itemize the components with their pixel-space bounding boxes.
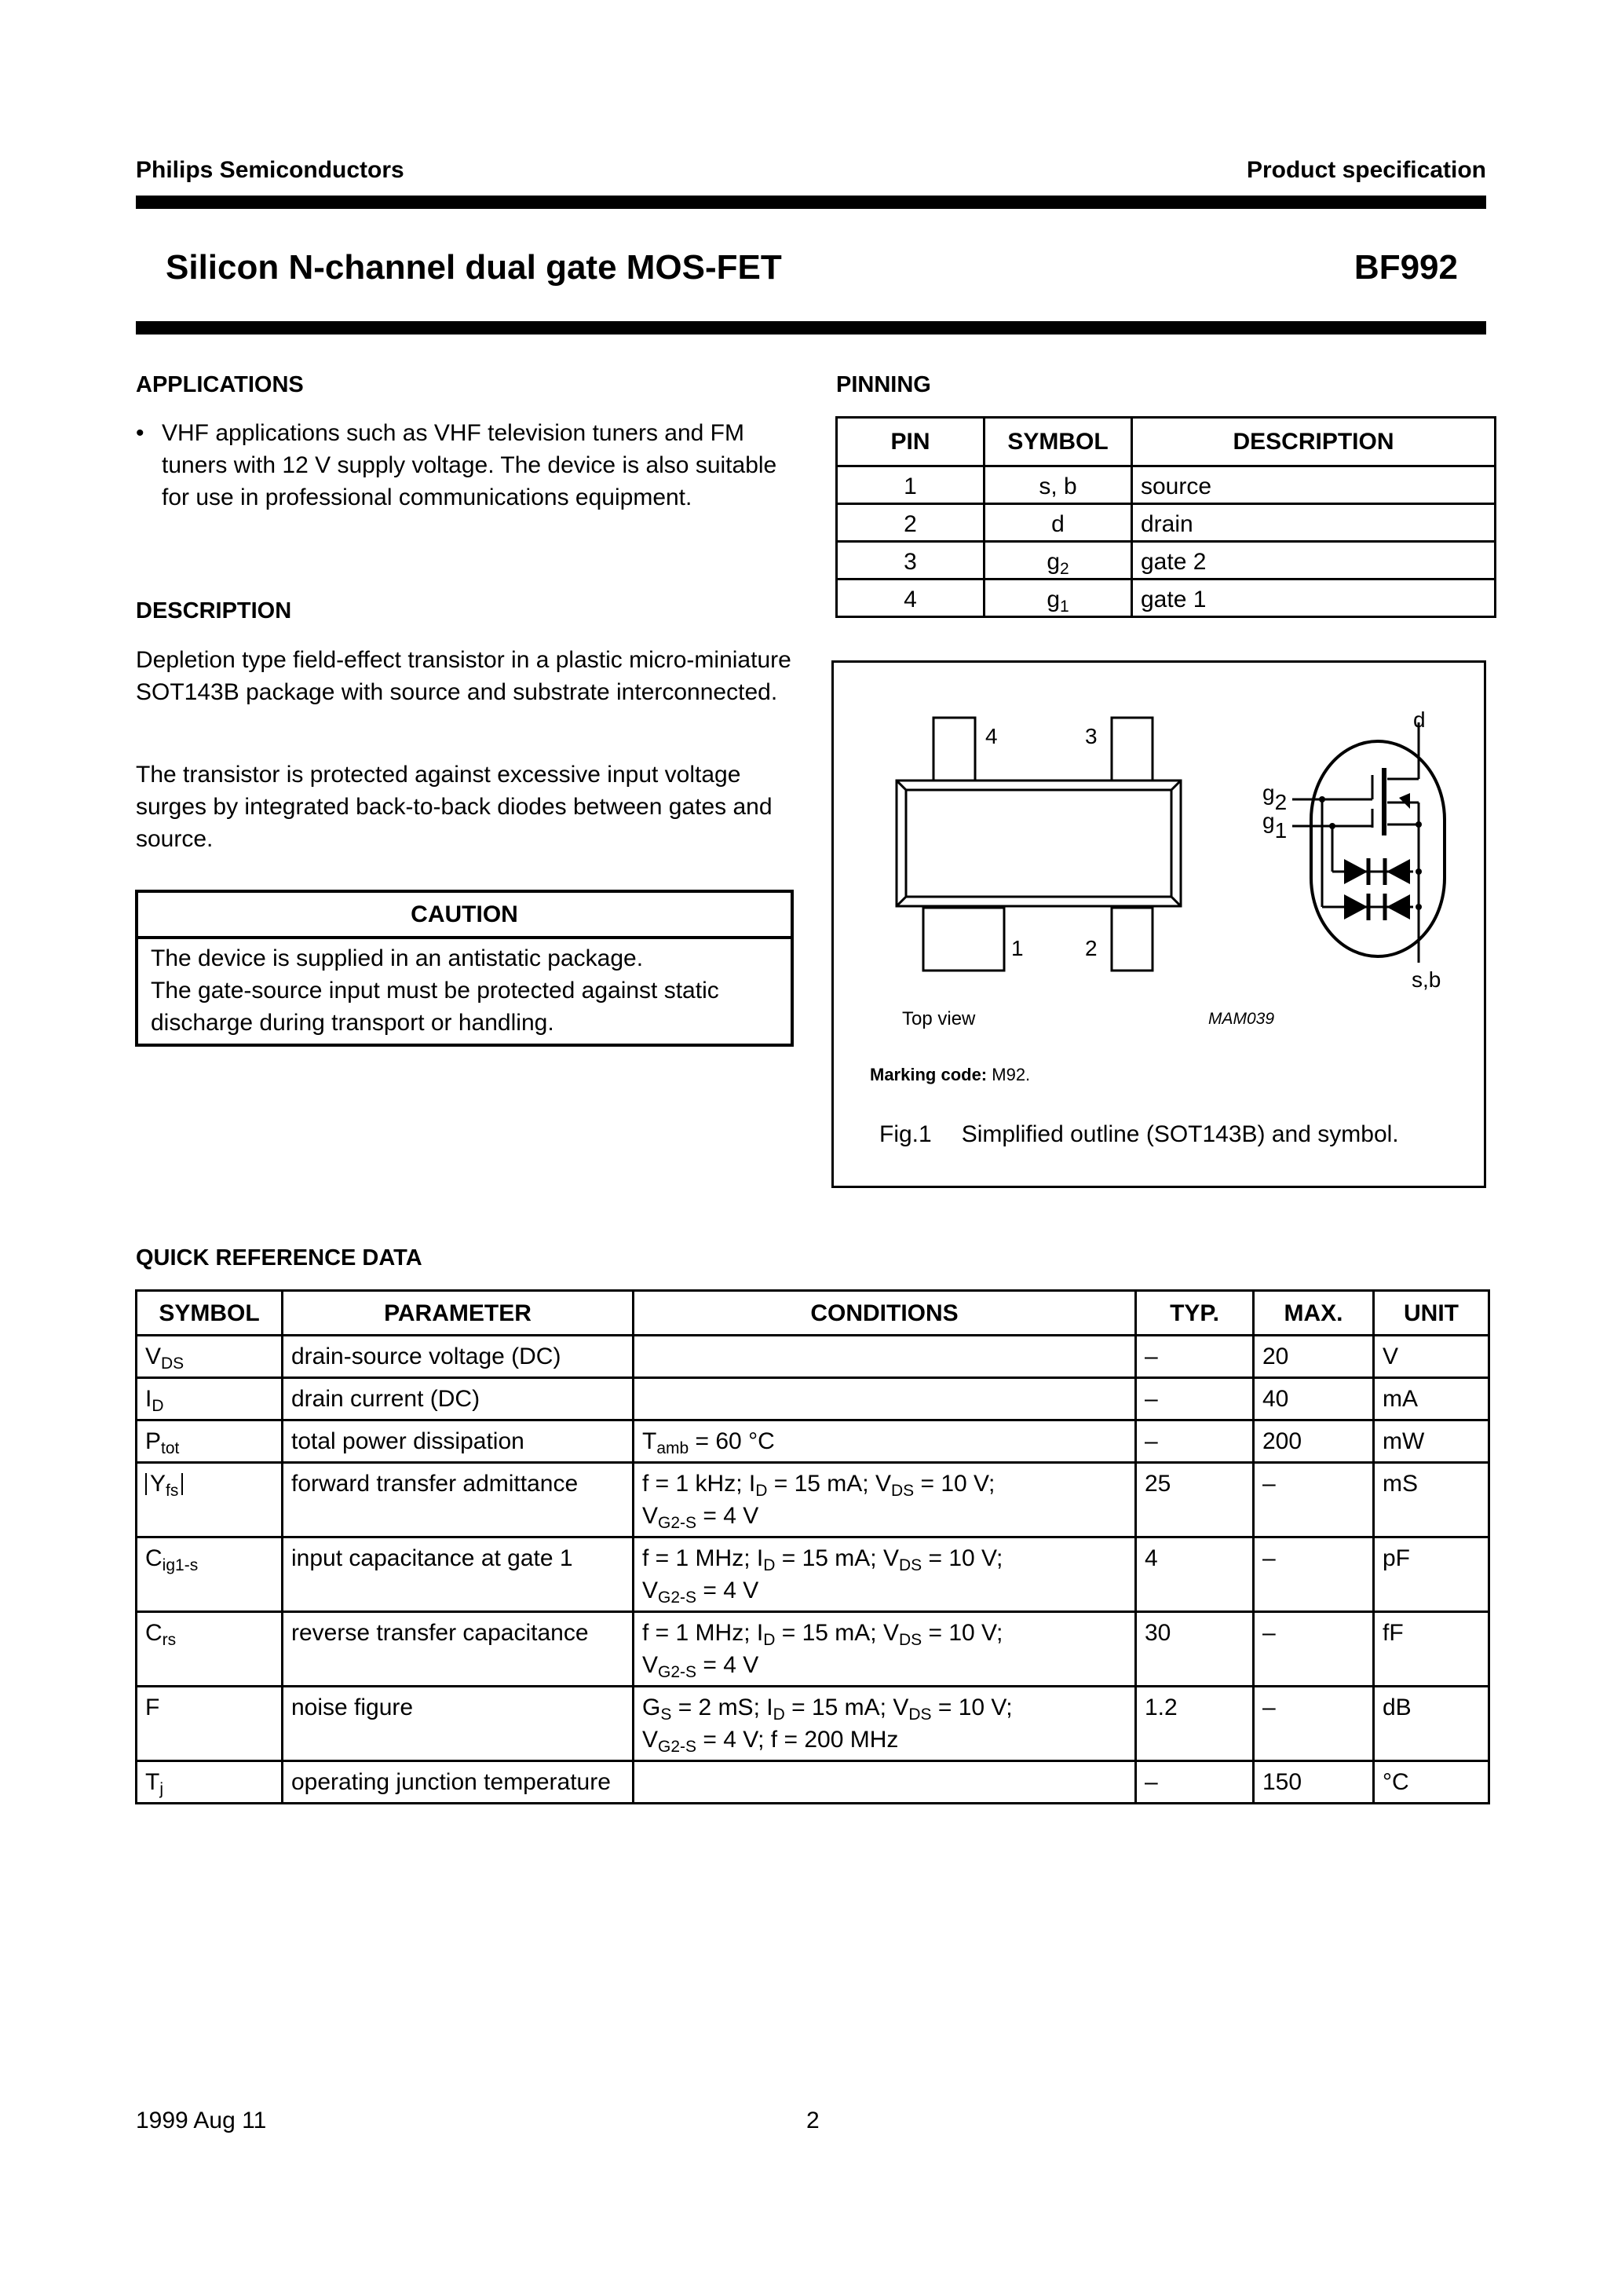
caution-text [138, 939, 791, 1042]
cond-text: V [642, 1652, 659, 1678]
symbol-cell [137, 1420, 283, 1463]
applications-list [136, 417, 795, 514]
pin-description: source [1132, 466, 1496, 504]
symbol-subscript: j [159, 1780, 163, 1798]
pin-label-3: 3 [1085, 724, 1098, 748]
footer-date: 1999 Aug 11 [136, 2108, 267, 2133]
symbol-base: I [145, 1386, 152, 1412]
cond-text: f = 1 MHz; I [642, 1620, 764, 1646]
unit-cell: V [1374, 1336, 1489, 1378]
unit-cell: mW [1374, 1420, 1489, 1463]
pin-label-2: 2 [1085, 936, 1098, 960]
description-paragraph-2: The transistor is protected against excessive input voltage surges by integrated back-to-back diodes between gates and source. [136, 762, 773, 852]
cond-text: = 2 mS; I [671, 1695, 773, 1720]
table-header-row [137, 1291, 1489, 1336]
cond-text: = 4 V; f = 200 MHz [696, 1727, 899, 1753]
unit-cell: dB [1374, 1687, 1489, 1761]
table-row [837, 542, 1496, 579]
typ-cell: 25 [1136, 1463, 1254, 1537]
parameter-cell: total power dissipation [283, 1420, 634, 1463]
cond-text: = 15 mA; V [775, 1620, 899, 1646]
cond-text: = 15 mA; V [767, 1471, 891, 1497]
cond-line-1 [642, 1691, 1127, 1724]
typ-cell: – [1136, 1336, 1254, 1378]
column-header-unit: UNIT [1374, 1291, 1489, 1336]
max-cell: – [1254, 1463, 1374, 1537]
gate2-subscript: 2 [1274, 790, 1288, 814]
cond-text: = 15 mA; V [784, 1695, 909, 1720]
cond-line-2 [642, 1500, 1127, 1532]
cond-text: = 60 °C [689, 1428, 775, 1454]
cond-line-1 [642, 1542, 1127, 1574]
symbol-base: C [145, 1545, 163, 1571]
column-header-max: MAX. [1254, 1291, 1374, 1336]
parameter-cell: forward transfer admittance [283, 1463, 634, 1537]
pin-symbol [985, 542, 1132, 579]
pin-number: 3 [837, 542, 985, 579]
unit-cell: fF [1374, 1612, 1489, 1687]
symbol-subscript: DS [161, 1355, 184, 1373]
cond-line-1 [642, 1617, 1127, 1649]
symbol-base: g [1047, 549, 1060, 575]
symbol-cell [137, 1336, 283, 1378]
caution-line-1: The device is supplied in an antistatic package. [151, 945, 644, 971]
gate1-subscript: 1 [1274, 818, 1288, 843]
table-row [837, 579, 1496, 617]
conditions-cell [634, 1420, 1136, 1463]
pinning-heading: PINNING [836, 372, 931, 397]
typ-cell: 30 [1136, 1612, 1254, 1687]
parameter-cell: reverse transfer capacitance [283, 1612, 634, 1687]
page-number: 2 [806, 2108, 820, 2133]
cond-text: T [642, 1428, 657, 1454]
parameter-cell: drain-source voltage (DC) [283, 1336, 634, 1378]
page-title: Silicon N-channel dual gate MOS-FET [166, 248, 782, 287]
cond-subscript: DS [890, 1482, 915, 1500]
symbol-cell [137, 1761, 283, 1804]
table-row [137, 1463, 1489, 1537]
cond-subscript: DS [898, 1631, 922, 1649]
conditions-cell [634, 1378, 1136, 1420]
table-row [137, 1687, 1489, 1761]
pin-number: 4 [837, 579, 985, 617]
pin-number: 2 [837, 504, 985, 542]
symbol-subscript: fs [166, 1482, 179, 1500]
caution-box [135, 890, 794, 1047]
cond-text: = 10 V; [922, 1545, 1003, 1571]
bullet-icon: • [136, 420, 144, 446]
pin-description: gate 2 [1132, 542, 1496, 579]
typ-cell: – [1136, 1761, 1254, 1804]
typ-cell: 4 [1136, 1537, 1254, 1612]
unit-cell: °C [1374, 1761, 1489, 1804]
application-text: VHF applications such as VHF television tuners and FM tuners with 12 V supply voltage. The device is also suitable for use in professional communications equipment. [162, 420, 777, 510]
cond-text: = 4 V [696, 1503, 759, 1529]
parameter-cell: input capacitance at gate 1 [283, 1537, 634, 1612]
drawing-code: MAM039 [1208, 1010, 1275, 1028]
symbol-subscript: rs [162, 1631, 177, 1649]
conditions-cell [634, 1537, 1136, 1612]
pin-number: 1 [837, 466, 985, 504]
drain-label: d [1413, 707, 1426, 732]
table-row [137, 1761, 1489, 1804]
gate2-base: g [1262, 781, 1275, 805]
cond-text: V [642, 1503, 659, 1529]
symbol-cell [137, 1378, 283, 1420]
caution-heading: CAUTION [138, 893, 791, 939]
max-cell: 200 [1254, 1420, 1374, 1463]
company-name: Philips Semiconductors [136, 157, 404, 183]
cond-subscript: G2-S [658, 1589, 697, 1607]
part-number: BF992 [1353, 248, 1458, 287]
symbol-base: g [1047, 587, 1060, 612]
cond-subscript: D [763, 1556, 776, 1574]
cond-text: = 15 mA; V [775, 1545, 899, 1571]
cond-subscript: D [773, 1706, 785, 1724]
document-type: Product specification [1246, 157, 1486, 183]
cond-subscript: DS [898, 1556, 922, 1574]
cond-subscript: DS [908, 1706, 932, 1724]
symbol-cell [137, 1687, 283, 1761]
list-item [136, 417, 795, 514]
cond-subscript: S [660, 1706, 672, 1724]
cond-text: f = 1 MHz; I [642, 1545, 764, 1571]
symbol-base: F [145, 1695, 160, 1720]
column-header-parameter: PARAMETER [283, 1291, 634, 1336]
cond-text: G [642, 1695, 661, 1720]
typ-cell: – [1136, 1378, 1254, 1420]
table-row [137, 1612, 1489, 1687]
symbol-base: C [145, 1620, 163, 1646]
cond-subscript: D [763, 1631, 776, 1649]
pinning-table [835, 416, 1496, 618]
figure-caption [879, 1121, 1399, 1148]
symbol-base: V [145, 1344, 162, 1369]
max-cell: – [1254, 1687, 1374, 1761]
column-header-symbol: SYMBOL [137, 1291, 283, 1336]
symbol-subscript: ig1-s [162, 1556, 199, 1574]
symbol-cell [137, 1463, 283, 1537]
table-row [137, 1378, 1489, 1420]
gate1-label [1262, 809, 1288, 843]
description-heading: DESCRIPTION [136, 598, 292, 623]
pin-symbol: d [985, 504, 1132, 542]
cond-line-2 [642, 1649, 1127, 1681]
cond-text: = 10 V; [914, 1471, 995, 1497]
parameter-cell: drain current (DC) [283, 1378, 634, 1420]
table-row [137, 1537, 1489, 1612]
symbol-base: T [145, 1769, 160, 1795]
symbol-base: P [145, 1428, 162, 1454]
table-row [137, 1336, 1489, 1378]
pin-description: gate 1 [1132, 579, 1496, 617]
marking-code-value: M92. [987, 1065, 1031, 1084]
figure-caption-text: Simplified outline (SOT143B) and symbol. [961, 1121, 1399, 1147]
package-body-outline [897, 781, 1181, 906]
header-rule-bottom [136, 321, 1486, 335]
cond-subscript: amb [656, 1439, 689, 1457]
cond-line-2 [642, 1724, 1127, 1756]
pin-description: drain [1132, 504, 1496, 542]
column-header-pin: PIN [837, 418, 985, 466]
unit-cell: mS [1374, 1463, 1489, 1537]
max-cell: – [1254, 1537, 1374, 1612]
quick-reference-table [135, 1289, 1490, 1804]
max-cell: – [1254, 1612, 1374, 1687]
sot143b-outline-and-symbol-diagram [834, 663, 1484, 1186]
applications-heading: APPLICATIONS [136, 372, 304, 397]
symbol-subscript: D [152, 1397, 164, 1415]
cond-text: = 10 V; [931, 1695, 1013, 1720]
cond-line-1 [642, 1468, 1127, 1500]
parameter-cell: noise figure [283, 1687, 634, 1761]
header-rule-top [136, 196, 1486, 209]
pin-label-4: 4 [985, 724, 998, 748]
cond-text: V [642, 1727, 659, 1753]
cond-subscript: G2-S [658, 1663, 697, 1681]
pin-symbol: s, b [985, 466, 1132, 504]
marking-code-label: Marking code: [870, 1065, 988, 1084]
symbol-subscript: 1 [1060, 598, 1069, 616]
table-header-row [837, 418, 1496, 466]
figure-number: Fig.1 [879, 1121, 932, 1147]
source-bulk-label: s,b [1412, 967, 1441, 992]
column-header-symbol: SYMBOL [985, 418, 1132, 466]
symbol-cell [137, 1537, 283, 1612]
caution-line-2: The gate-source input must be protected against static discharge during transport or handling. [151, 978, 719, 1036]
cond-subscript: G2-S [658, 1738, 697, 1756]
unit-cell: mA [1374, 1378, 1489, 1420]
table-row [137, 1420, 1489, 1463]
table-row [837, 504, 1496, 542]
cond-line-2 [642, 1574, 1127, 1607]
cond-text: = 4 V [696, 1652, 759, 1678]
max-cell: 20 [1254, 1336, 1374, 1378]
cond-subscript: G2-S [658, 1514, 697, 1532]
gate1-base: g [1262, 809, 1275, 833]
column-header-typ: TYP. [1136, 1291, 1254, 1336]
absolute-value-symbol [145, 1471, 183, 1500]
column-header-description: DESCRIPTION [1132, 418, 1496, 466]
pin-label-1: 1 [1011, 936, 1024, 960]
cond-text: V [642, 1578, 659, 1603]
description-paragraph-1: Depletion type field-effect transistor in a plastic micro-miniature SOT143B package with source and substrate interconnected. [136, 647, 791, 705]
cond-text: = 4 V [696, 1578, 759, 1603]
max-cell: 40 [1254, 1378, 1374, 1420]
symbol-base: Y [150, 1471, 166, 1497]
pin-symbol [985, 579, 1132, 617]
table-row [837, 466, 1496, 504]
quick-reference-heading: QUICK REFERENCE DATA [136, 1245, 422, 1270]
conditions-cell [634, 1463, 1136, 1537]
symbol-subscript: tot [161, 1439, 180, 1457]
unit-cell: pF [1374, 1537, 1489, 1612]
marking-code [870, 1065, 1030, 1085]
conditions-cell [634, 1612, 1136, 1687]
parameter-cell: operating junction temperature [283, 1761, 634, 1804]
typ-cell: – [1136, 1420, 1254, 1463]
conditions-cell [634, 1336, 1136, 1378]
typ-cell: 1.2 [1136, 1687, 1254, 1761]
cond-text: f = 1 kHz; I [642, 1471, 756, 1497]
max-cell: 150 [1254, 1761, 1374, 1804]
top-view-label: Top view [902, 1008, 976, 1029]
cond-subscript: D [755, 1482, 768, 1500]
symbol-subscript: 2 [1060, 560, 1069, 578]
conditions-cell [634, 1687, 1136, 1761]
gate2-label [1262, 781, 1288, 814]
symbol-cell [137, 1612, 283, 1687]
conditions-cell [634, 1761, 1136, 1804]
column-header-conditions: CONDITIONS [634, 1291, 1136, 1336]
cond-text: = 10 V; [922, 1620, 1003, 1646]
figure-box [831, 660, 1486, 1188]
